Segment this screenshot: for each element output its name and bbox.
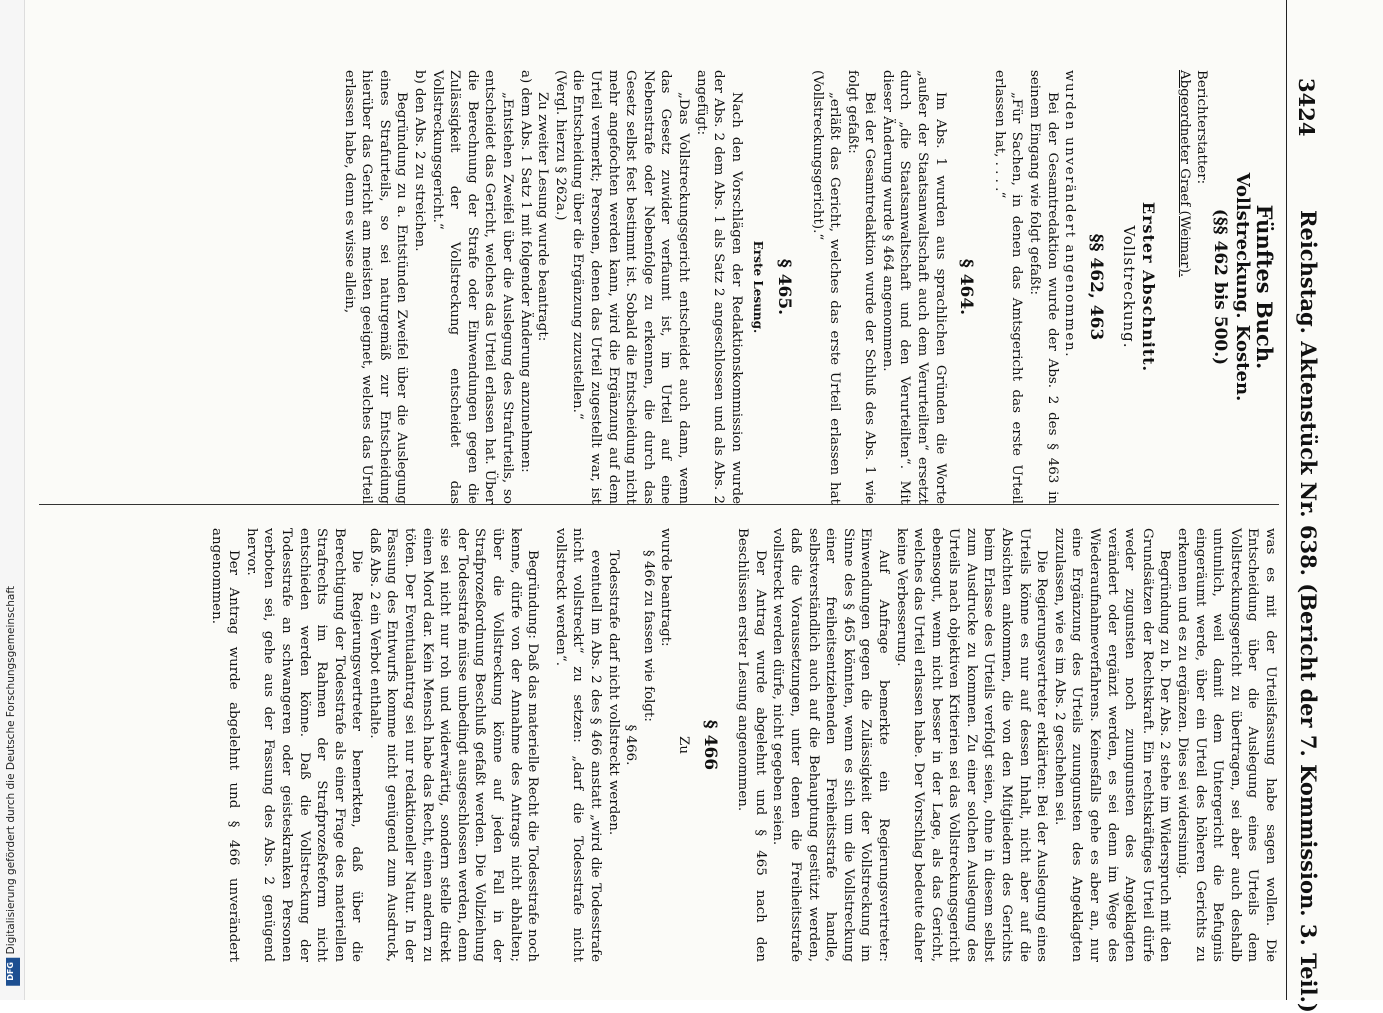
text-paragraph: § 466 zu fassen wie folgt: <box>640 550 656 722</box>
funding-note <box>5 586 20 992</box>
reporter-name: Abgeordneter Graef (Weimar). <box>1176 70 1192 278</box>
quoted-paragraph-title: § 466. <box>623 724 639 766</box>
reporter-label: Berichterstatter: <box>1194 70 1210 185</box>
text-paragraph: Begründung zu a. Entstünden Zweifel über die Auslegung eines Strafurteils, so sei naturgemäß zur Entscheidung hierüber das Gericht am meisten geeignet, welches das Urteil erlassen habe, denn es wisse allein, <box>341 70 410 504</box>
text-paragraph: Auf Anfrage bemerkte ein Regierungsvertreter: Einwendungen gegen die Zulässigkeit der Vollstreckung im Sinne des § 465 könnten, wenn es sich um die Vollstreckung einer freiheitsentziehenden Freiheitsstrafe handle, selbstverständlich auch auf die Behauptung gestützt werden, daß die Voraussetzungen, unter denen die Freiheitsstrafe vollstreckt werden dürfe, nicht gegeben seien. <box>770 528 891 962</box>
text-paragraph: Der Antrag wurde abgelehnt und § 466 unverändert angenommen. <box>208 528 242 962</box>
quoted-text: „Für Sachen, in denen das Amtsgericht das erste Urteil erlassen hat, . . . .“ <box>991 70 1025 504</box>
section-subtitle: Vollstreckung. <box>1120 225 1139 349</box>
text-paragraph: Die Regierungsvertreter bemerkten, daß über die Berechtigung der Todesstrafe als einer Frage des materiellen Strafrechts im Rahmen der Strafprozeßreform nicht entschieden werden könne. Daß die Vollstreckung der Todesstrafe an schwangeren oder geisteskranken Personen verboten sei, gehe aus der Fassung des Abs. 2 genügend hervor. <box>243 528 365 962</box>
zu-label: Zu <box>676 736 691 754</box>
digitization-sidebar <box>0 0 25 1000</box>
page-header <box>1286 0 1383 1013</box>
book-title: Fünftes Buch. <box>1252 204 1277 370</box>
text-paragraph: Begründung zu b. Der Abs. 2 stehe im Widerspruch mit den Grundsätzen der Rechtskraft. Ein rechtskräftiges Urteil dürfe weder zugunsten noch zuungunsten des Angeklagten verändert oder ergänzt werden, es sei denn im Wege des Wiederaufnahmeverfahrens. Keinesfalls gehe es aber an, nur eine Ergänzung des Urteils zuungunsten des Angeklagten zuzulassen, wie es im Abs. 2 geschehen sei. <box>1051 528 1173 962</box>
left-column <box>340 70 1279 504</box>
book-subtitle: Vollstreckung. Kosten. <box>1232 172 1254 402</box>
dfg-logo-icon: DFG <box>6 958 20 986</box>
motion-item-a: a) dem Abs. 1 Satz 1 mit folgender Änderung anzunehmen: <box>517 70 533 473</box>
quoted-text: „Entstehen Zweifel über die Auslegung des Strafurteils, so entscheidet das Gericht, welches das Urteil erlassen hat. Über die Berechnung der Strafe oder Einwendungen gegen die Zulässigkeit der Vollstreckung entscheidet das Vollstreckungsgericht.“ <box>429 70 516 504</box>
quoted-text: Todesstrafe darf nicht vollstreckt werden. <box>605 550 621 836</box>
quoted-text: „Das Vollstreckungsgericht entscheidet auch dann, wenn das Gesetz zuwider verfaumt ist, im Urteil auf eine Nebenstrafe oder Nebenfolge zu erkennen, die durch das Gesetz selbst fest bestimmt ist. Sobald die Entscheidung nicht mehr angefochten werden kann, wird die Ergänzung auf dem Urteil vermerkt; Personen, denen das Urteil zugestellt war, ist die Entscheidung über die Ergänzung zuzustellen.“ <box>570 70 691 504</box>
section-title: Erster Abschnitt. <box>1139 201 1159 373</box>
reference-note: (Vergl. hierzu § 262a.) <box>552 70 568 221</box>
book-range: (§§ 462 bis 500.) <box>1209 208 1230 366</box>
paragraph-heading-462-463: §§ 462, 463 <box>1085 233 1106 341</box>
paragraph-heading-466: § 466 <box>699 719 720 771</box>
text-paragraph: was es mit der Urteilsfassung habe sagen wollen. Die Entscheidung über die Auslegung eines Urteils dem Vollstreckungsgericht zu übertragen, sei aber auch deshalb untunlich, weil damit dem Untergericht die Befugnis eingeräumt werde, über ein Urteil des höheren Gerichts zu erkennen und es zu ergänzen. Dies sei widersinnig. <box>1175 528 1278 962</box>
paragraph-heading-465: § 465. <box>773 258 794 316</box>
column-divider <box>39 504 1279 505</box>
motion-item-b: b) den Abs. 2 zu streichen. <box>412 70 428 252</box>
text-paragraph: wurde beantragt: <box>658 528 674 647</box>
running-title: Reichstag. Aktenstück Nr. 638. (Bericht der 7. Kommission. 3. Teil.) <box>1296 210 1321 1013</box>
paragraph-heading-464: § 464. <box>956 258 977 316</box>
page-number: 3424 <box>1294 78 1319 137</box>
funding-note-text: Digitalisierung gefördert durch die Deutsche Forschungsgemeinschaft <box>5 586 17 955</box>
text-paragraph: Die Regierungsvertreter erklärten: Bei der Auslegung eines Urteils könne es nur auf dessen Inhalt, nicht aber auf die Absichten ankommen, die von den Mitgliedern des Gerichts beim Erlasse des Urteils verfolgt seien, ohne in diesem selbst zum Ausdrucke zu kommen. Zu einer solchen Auslegung des Urteils nach objektiven Kriterien sei das Vollstreckungsgericht ebensogut, wenn nicht besser in der Lage, als das Gericht, welches das Urteil erlassen habe. Der Vorschlag bedeute daher keine Verbesserung. <box>893 528 1050 962</box>
text-paragraph: Bei der Gesamtredaktion wurde der Schluß des Abs. 1 wie folgt gefaßt: <box>844 70 878 504</box>
quoted-text: „erläßt das Gericht, welches das erste Urteil erlassen hat (Vollstreckungsgericht).“ <box>809 70 843 504</box>
text-paragraph: Der Antrag wurde abgelehnt und § 465 nach den Beschlüssen erster Lesung angenommen. <box>735 528 768 962</box>
text-paragraph: Bei der Gesamtredaktion wurde der Abs. 2 des § 463 in seinem Eingang wie folgt gefaßt: <box>1027 70 1060 504</box>
text-paragraph: Begründung: Daß das materielle Recht die Todesstrafe noch kenne, dürfe von der Annahme des Antrags nicht abhalten; über die Vollstreckung könne auf jeden Fall in der Strafprozeßordnung Beschluß gefaßt werden. Die Vollziehung der Todesstrafe müsse unbedingt ausgeschlossen werden, denn sie sei nicht nur roh und widerwärtig, sondern stelle direkt einen Mord dar. Kein Mensch habe das Recht, einen andern zu töten. Der Eventualantrag sei nur redaktioneller Natur. In der Fassung des Entwurfs komme nicht genügend zum Ausdruck, daß Abs. 2 ein Verbot enthalte. <box>366 528 541 962</box>
text-paragraph: Im Abs. 1 wurden aus sprachlichen Gründen die Worte „außer der Staatsanwaltschaft auch dem Verurteilten“ ersetzt durch „die Staatsanwaltschaft und den Verurteilten“. Mit dieser Änderung wurde § 464 angenommen. <box>879 70 948 504</box>
quoted-text: eventuell im Abs. 2 des § 466 anstatt „wird die Todesstrafe nicht vollstreckt“ zu setzen: „darf die Todesstrafe nicht vollstreckt werden“. <box>552 528 604 962</box>
text-paragraph: Nach den Vorschlägen der Redaktionskommission wurde der Abs. 2 dem Abs. 1 als Satz 2 angeschlossen und als Abs. 2 angefügt: <box>693 70 744 504</box>
text-paragraph: wurden unverändert angenommen. <box>1062 70 1078 359</box>
right-column <box>207 528 1279 962</box>
text-paragraph: Zu zweiter Lesung wurde beantragt: <box>535 92 551 342</box>
reading-label: Erste Lesung. <box>751 240 766 334</box>
